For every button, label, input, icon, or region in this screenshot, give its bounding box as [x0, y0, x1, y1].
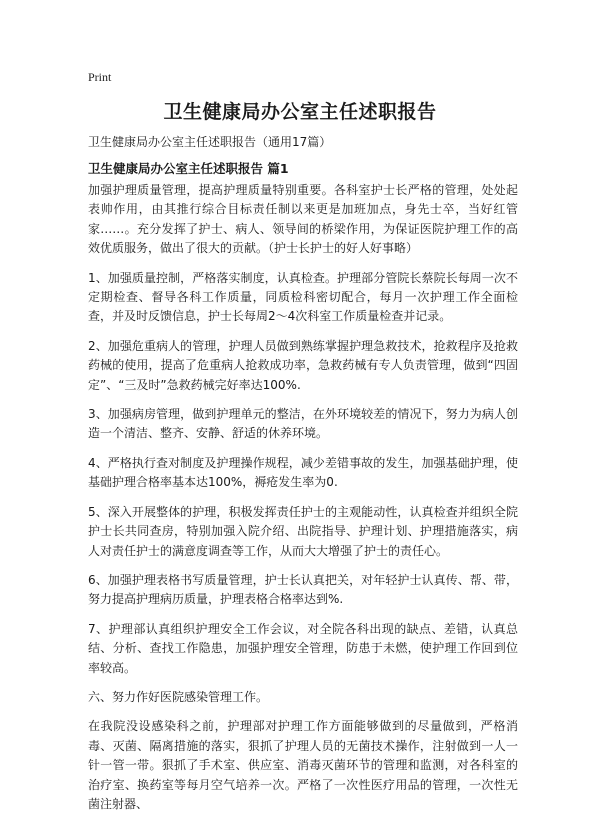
print-link[interactable]: Print: [88, 70, 112, 84]
paragraph: 6、加强护理表格书写质量管理，护士长认真把关，对年轻护士认真传、帮、带，努力提高护理病历质量，护理表格合格率达到%.: [88, 572, 518, 607]
paragraph: 加强护理质量管理，提高护理质量特别重要。各科室护士长严格的管理，处处起表帅作用，由其推行综合目标责任制以来更是加班加点，身先士卒，当好红管家……。充分发挥了护士、病人、领导间的桥梁作用，为保证医院护理工作的高效优质服务，做出了很大的贡献。（护士长护士的好人好事略）: [88, 183, 518, 256]
paragraph: 4、严格执行查对制度及护理操作规程，减少差错事故的发生，加强基础护理，使基础护理合格率基本达100%，褥疮发生率为0.: [88, 455, 518, 490]
body-text: [88, 181, 518, 824]
paragraph: 7、护理部认真组织护理安全工作会议，对全院各科出现的缺点、差错，认真总结、分析、查找工作隐患，加强护理安全管理，防患于未燃，使护理工作回到位率较高。: [88, 621, 518, 675]
document-subtitle: 卫生健康局办公室主任述职报告（通用17篇）: [88, 135, 332, 149]
paragraph: 1、加强质量控制，严格落实制度，认真检查。护理部分管院长蔡院长每周一次不定期检查、督导各科工作质量，同质检科密切配合，每月一次护理工作全面检查，并及时反馈信息，护士长每周2～4次科室工作质量检查并记录。: [88, 270, 518, 324]
paragraph: 六、努力作好医院感染管理工作。: [88, 689, 269, 704]
section-heading: 卫生健康局办公室主任述职报告 篇1: [88, 161, 289, 176]
paragraph: 3、加强病房管理，做到护理单元的整洁，在外环境较差的情况下，努力为病人创造一个清洁、整齐、安静、舒适的休养环境。: [88, 407, 518, 441]
paragraph: 5、深入开展整体的护理，积极发挥责任护士的主观能动性，认真检查并组织全院护士长共同查房，特别加强入院介绍、出院指导、护理计划、护理措施落实，病人对责任护士的满意度调查等工作，从而大大增强了护士的责任心。: [88, 504, 518, 558]
paragraph: 2、加强危重病人的管理，护理人员做到熟练掌握护理急救技术，抢救程序及抢救药械的使用，提高了危重病人抢救成功率，急救药械有专人负责管理，做到“四固定”、“三及时”急救药械完好率达100%.: [88, 338, 518, 392]
paragraph: 在我院没设感染科之前，护理部对护理工作方面能够做到的尽量做到，严格消毒、灭菌、隔离措施的落实，狠抓了护理人员的无菌技术操作，注射做到一人一针一管一带。狠抓了手术室、供应室、消毒灭菌环节的管理和监测，对各科室的治疗室、换药室等每月空气培养一次。严格了一次性医疗用品的管理，一次性无菌注射器、: [88, 719, 518, 811]
page-title: 卫生健康局办公室主任述职报告: [163, 101, 437, 123]
